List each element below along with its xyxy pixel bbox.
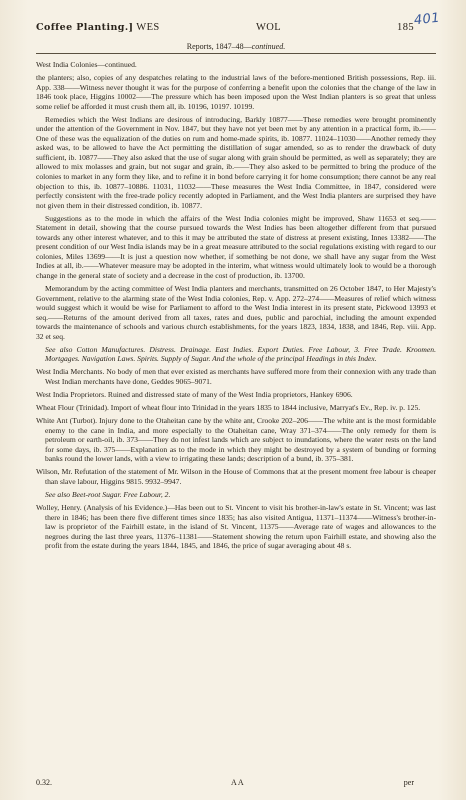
report-subheading xyxy=(36,42,436,54)
index-entry: Memorandum by the acting committee of West India planters and merchants, transmitted on 26 October 1847, to Her Majesty's Government, relative to the alarming state of the West India colonies, Rep. v. App. 272–274——Measures of relief which witness would suggest which it would be wise for Parliament to afford to the West India interest in its present state, Pickwood 13993 et seq.——Returns of the amount derived from all taxes, rates and dues, public and parochial, including the amount expended towards the maintenance of schools and various church establishments, for the years 1823, 1834, 1838, and 1846, Rep. viii. App. 32 et seq. xyxy=(36,284,436,341)
index-entry: Wilson, Mr. Refutation of the statement of Mr. Wilson in the House of Commons that at the present moment free labour is cheaper than slave labour, Higgins 9815. 9932–9947. xyxy=(36,467,436,486)
index-entry: Wolley, Henry. (Analysis of his Evidence.)—Has been out to St. Vincent to visit his brother-in-law's estate in St. Vincent; was last there in 1846; has been there five different times since 1835; has also visited Antigua, 11371–11374——Witness's brother-in-law is proprietor of the Fairhill estate, in the island of St. Vincent, 11375——Average rate of wages and allowances to the negroes during the last three years, 11376–11381——Statement showing the return upon Fairhill estate, and showing also the profit from the estate during the years 1844, 1845, and 1846, the price of sugar averaging about 48 s. xyxy=(36,502,436,551)
index-entry: West India Merchants. No body of men that ever existed as merchants have suffered more from their connexion with any trade than West Indian merchants have done, Geddes 9065–9071. xyxy=(36,367,436,386)
page-number: 185 xyxy=(397,22,414,33)
index-entry: White Ant (Turbot). Injury done to the Otaheitan cane by the white ant, Crooke 202–206——The white ant is the most formidable enemy to the cane in India, and more especially to the Otaheitan cane, Wray 371–374——The only remedy for them is petroleum or earth-oil, ib. 373——They do not infest lands which are subject to inundations, where the water rests on the land for some days, ib. 375——Explanation as to the mode in which they might be destroyed by a system of bunding or forming banks round the lower lands, with a view to irrigating these lands; description of a bund, ib. 375–381. xyxy=(36,416,436,464)
footer-catchword: per xyxy=(403,778,414,787)
index-entry: Wheat Flour (Trinidad). Import of wheat flour into Trinidad in the years 1835 to 1844 inclusive, Marryat's Ev., Rep. iv. p. 125. xyxy=(36,403,421,413)
index-entry: Suggestions as to the mode in which the affairs of the West India colonies might be improved, Shaw 11653 et seq.——Statement in detail, showing that the course pursued towards the West Indies has been altogether different from that pursued towards any other interest whatever, and to this it may be attributed the state of distress at present existing, Innes 13382——The present condition of our West India islands may be in a great measure attributed to the social regulations existing with regard to our colonies, Miles 13699——It is just a question now whether, if something be not done, we shall have any sugar from the West Indies at all, ib.——Whatever measure may be adopted in the interim, what witness would ultimately look to would be a thorough change in the general state of society and a decrease in the cost of production, ib. 13700. xyxy=(36,213,436,280)
index-entry: See also Cotton Manufactures. Distress. Drainage. East Indies. Export Duties. Free Labour, 3. Free Trade. Kroomen. Mortgages. Navigation Laws. Spirits. Supply of Sugar. And the whole of the principal Headings in this Index. xyxy=(45,344,436,364)
index-entry: the planters; also, copies of any despatches relating to the industrial laws of the before-mentioned British possessions, Rep. iii. App. 338——Witness never thought it was for the purpose of conferring a benefit upon the colonies that the change of the law in 1846 took place, Higgins 10002——The pressure which has been imposed upon the West Indian planters is so great that unless some relief be afforded it must crush them all, ib. 10196, 10197. 10199. xyxy=(36,73,436,111)
index-entry: Remedies which the West Indians are desirous of introducing, Barkly 10877——These remedies were brought prominently under the attention of the Government in Nov. 1847, but they have not yet been met by any attention in a practical form, ib.——One of these was the equalization of the duties on rum and home-made spirits, ib. 10877. 11024–11030——Another remedy they asked was, to be allowed to have the Act permitting the distillation of sugar amended, so as to render the drawback of duty sufficient, ib. 10877——They also asked that the use of sugar along with grain should be permitted, as well as separately; they are allowed to mix molasses and grain, but not sugar and grain, ib.——They also asked to be permitted to bring the produce of the colonies to market in any form they like, and to refine it in bond before carrying it for home consumption; there cannot be any real objection to this, ib. 10877–10886. 11031, 11032——These measures the West India Committee, in 1847, considered were perfectly consistent with the free-trade policy recently adopted in Parliament, and the West India planters are surprised they have not given them in their distressed condition, ib. 10877. xyxy=(36,114,436,210)
header-center-word: WOL xyxy=(256,22,282,33)
header-left xyxy=(36,22,160,33)
header-section-title: Coffee Planting.] xyxy=(36,22,134,33)
subheading-prefix: Reports, 1847–48— xyxy=(186,42,252,51)
header-left-word: WES xyxy=(136,22,160,33)
handwritten-page-number: 401 xyxy=(413,10,441,29)
index-entry: West India Colonies—continued. xyxy=(36,60,137,69)
subheading-continued: continued. xyxy=(251,42,286,51)
footer-signature-mark: A A xyxy=(231,778,244,787)
index-body xyxy=(36,60,436,554)
running-header xyxy=(36,10,441,38)
index-entry: West India Proprietors. Ruined and distressed state of many of the West India proprietors, Hankey 6906. xyxy=(36,390,353,399)
index-entry: See also Beet-root Sugar. Free Labour, 2. xyxy=(45,489,171,499)
footer-left: 0.32. xyxy=(36,778,52,787)
